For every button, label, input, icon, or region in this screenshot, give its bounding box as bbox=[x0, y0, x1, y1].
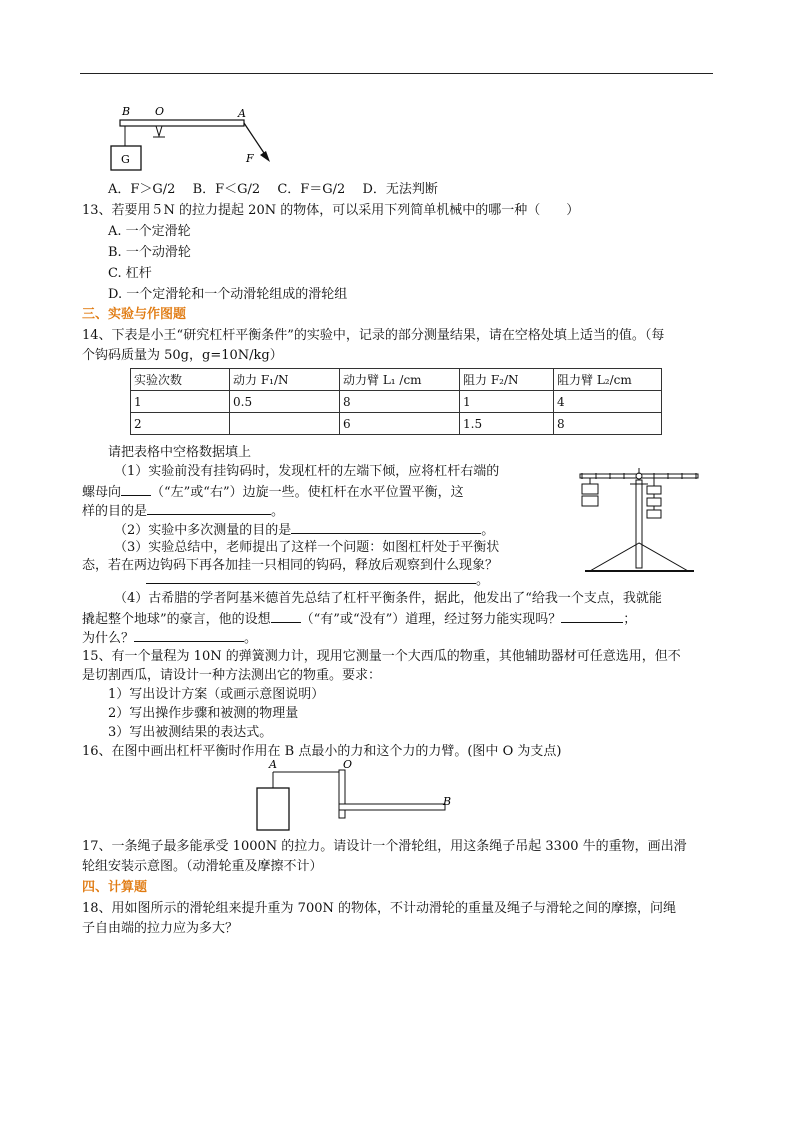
label-o: O bbox=[155, 105, 165, 118]
label-a: A bbox=[269, 758, 277, 771]
text: 撬起整个地球”的豪言，他的设想 bbox=[82, 612, 271, 627]
text: ； bbox=[623, 612, 637, 627]
text: 样的目的是 bbox=[82, 504, 148, 519]
table-cell: 8 bbox=[340, 391, 460, 413]
text: （“左”或“右”）边旋一些。使杠杆在水平位置平衡，这 bbox=[151, 485, 464, 500]
table-header-cell: 动力臂 L₁ /cm bbox=[340, 369, 460, 391]
q15-req1: 1）写出设计方案（或画示意图说明） bbox=[108, 687, 325, 702]
q14-table bbox=[130, 368, 662, 435]
text: 。 bbox=[476, 573, 490, 588]
table-cell: 8 bbox=[554, 413, 662, 435]
answer-blank-direction[interactable] bbox=[121, 482, 151, 496]
q13-option-b: B. 一个动滑轮 bbox=[108, 245, 191, 260]
table-cell: 1.5 bbox=[460, 413, 554, 435]
table-cell-blank[interactable] bbox=[230, 413, 340, 435]
lever-stand-figure bbox=[570, 458, 710, 578]
q14-fill-instruction: 请把表格中空格数据填上 bbox=[108, 445, 252, 460]
q13-option-d: D. 一个定滑轮和一个动滑轮组成的滑轮组 bbox=[108, 287, 348, 302]
answer-blank-phenomenon[interactable] bbox=[146, 570, 476, 584]
table-header-row bbox=[131, 369, 662, 391]
q12-options: A．F＞G/2 B．F＜G/2 C．F＝G/2 D．无法判断 bbox=[108, 182, 438, 197]
q14-part3-line2: 态，若在两边钩码下再各加挂一只相同的钩码，释放后观察到什么现象？ bbox=[82, 558, 499, 573]
text: 。 bbox=[244, 631, 258, 646]
table-header-cell: 阻力 F₂/N bbox=[460, 369, 554, 391]
q15-line2: 是切割西瓜，请设计一种方法测出它的物重。要求： bbox=[82, 668, 382, 683]
q14-part1-line3 bbox=[82, 501, 284, 521]
q18-line1: 18、用如图所示的滑轮组来提升重为 700N 的物体，不计动滑轮的重量及绳子与滑轮之间的摩擦，问绳 bbox=[82, 901, 676, 916]
q16-lever-figure bbox=[245, 758, 465, 834]
q14-stem-1: 14、下表是小王“研究杠杆平衡条件”的实验中，记录的部分测量结果，请在空格处填上适当的值。（每 bbox=[82, 328, 665, 343]
text: 。 bbox=[271, 504, 285, 519]
label-a: A bbox=[238, 107, 246, 120]
q15-line1: 15、有一个量程为 10N 的弹簧测力计，现用它测量一个大西瓜的物重，其他辅助器材可任意选用，但不 bbox=[82, 649, 681, 664]
q17-line2: 轮组安装示意图。（动滑轮重及摩擦不计） bbox=[82, 859, 323, 874]
table-row bbox=[131, 413, 662, 435]
table-cell: 4 bbox=[554, 391, 662, 413]
label-f: F bbox=[246, 152, 254, 165]
table-cell: 2 bbox=[131, 413, 230, 435]
q12-lever-figure bbox=[100, 100, 280, 178]
q14-part4-line3 bbox=[82, 628, 257, 648]
header-rule bbox=[80, 73, 713, 74]
label-o: O bbox=[343, 758, 353, 771]
label-b: B bbox=[443, 795, 452, 808]
q14-part1-line2 bbox=[82, 482, 464, 502]
text: （2）实验中多次测量的目的是 bbox=[114, 523, 292, 538]
answer-blank-why[interactable] bbox=[134, 628, 244, 642]
section-3-heading: 三、实验与作图题 bbox=[82, 307, 187, 322]
q16-stem: 16、在图中画出杠杆平衡时作用在 B 点最小的力和这个力的力臂。(图中 O 为支点) bbox=[82, 744, 562, 759]
q13-option-c: C. 杠杆 bbox=[108, 266, 152, 281]
table-cell: 1 bbox=[131, 391, 230, 413]
label-g: G bbox=[121, 153, 130, 166]
q18-line2: 子自由端的拉力应为多大？ bbox=[82, 921, 239, 936]
table-cell: 1 bbox=[460, 391, 554, 413]
q14-part4-line1: （4）古希腊的学者阿基米德首先总结了杠杆平衡条件，据此，他发出了“给我一个支点，我就能 bbox=[114, 591, 662, 606]
q15-req2: 2）写出操作步骤和被测的物理量 bbox=[108, 706, 299, 721]
label-b: B bbox=[122, 105, 131, 118]
text: （“有”或“没有”）道理，经过努力能实现吗？ bbox=[300, 612, 562, 627]
table-header-cell: 阻力臂 L₂/cm bbox=[554, 369, 662, 391]
section-4-heading: 四、计算题 bbox=[82, 880, 148, 895]
q14-part3-line3 bbox=[146, 570, 489, 590]
answer-blank-reasonable[interactable] bbox=[271, 609, 301, 623]
q14-part4-line2 bbox=[82, 609, 636, 629]
q14-stem-2: 个钩码质量为 50g，g=10N/kg） bbox=[82, 348, 283, 363]
answer-blank-purpose[interactable] bbox=[147, 501, 271, 515]
q17-line1: 17、一条绳子最多能承受 1000N 的拉力。请设计一个滑轮组，用这条绳子吊起 3300 牛的重物，画出滑 bbox=[82, 839, 687, 854]
table-cell: 0.5 bbox=[230, 391, 340, 413]
text: 螺母向 bbox=[82, 485, 122, 500]
q13-stem: 13、若要用５N 的拉力提起 20N 的物体，可以采用下列简单机械中的哪一种（ ） bbox=[82, 203, 580, 218]
table-header-cell: 实验次数 bbox=[131, 369, 230, 391]
q15-req3: 3）写出被测结果的表达式。 bbox=[108, 725, 273, 740]
q14-part2 bbox=[114, 520, 494, 540]
answer-blank-achievable[interactable] bbox=[561, 609, 623, 623]
answer-blank-multiple-measurement[interactable] bbox=[291, 520, 481, 534]
table-row bbox=[131, 391, 662, 413]
table-header-cell: 动力 F₁/N bbox=[230, 369, 340, 391]
q13-option-a: A. 一个定滑轮 bbox=[108, 224, 191, 239]
text: 。 bbox=[481, 523, 495, 538]
table-cell: 6 bbox=[340, 413, 460, 435]
q14-part3-line1: （3）实验总结中，老师提出了这样一个问题：如图杠杆处于平衡状 bbox=[114, 540, 500, 555]
text: 为什么？ bbox=[82, 631, 135, 646]
q14-part1-line1: （1）实验前没有挂钩码时，发现杠杆的左端下倾，应将杠杆右端的 bbox=[114, 464, 500, 479]
